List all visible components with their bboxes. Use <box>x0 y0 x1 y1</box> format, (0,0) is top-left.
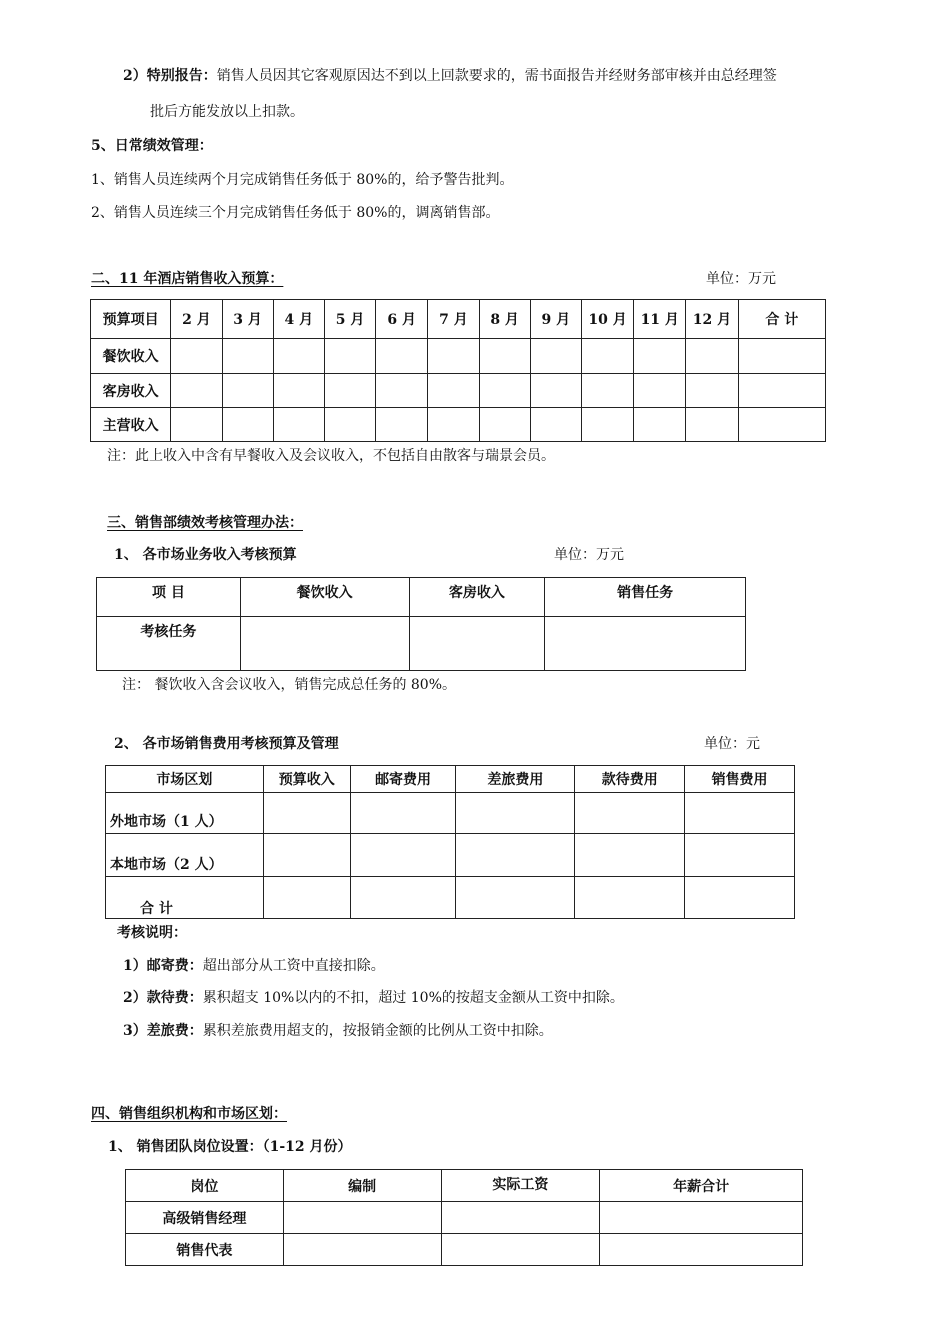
table-row <box>126 1234 803 1266</box>
table-row <box>126 1202 803 1234</box>
table-header-cell: 11 月 <box>634 300 686 339</box>
special-report-label: 2）特别报告： <box>123 68 217 84</box>
row-label: 高级销售经理 <box>126 1202 284 1234</box>
row-label: 考核任务 <box>97 617 241 671</box>
table-header-cell: 合 计 <box>738 300 825 339</box>
note-label: 1）邮寄费： <box>123 958 203 974</box>
table-header-cell: 项 目 <box>97 578 241 617</box>
table-row <box>106 834 795 877</box>
row-label: 主营收入 <box>91 408 171 442</box>
special-report-line2: 批后方能发放以上扣款。 <box>150 104 304 120</box>
section4-sub1-title: 1、 销售团队岗位设置：（1-12 月份） <box>108 1139 352 1155</box>
table-header-cell: 销售任务 <box>545 578 746 617</box>
table-header-cell: 6 月 <box>376 300 428 339</box>
sub2-unit: 单位：元 <box>704 736 760 752</box>
row-label: 外地市场（1 人） <box>106 793 264 834</box>
table-header-cell: 市场区划 <box>106 766 264 793</box>
row-label: 客房收入 <box>91 374 171 408</box>
table-header-cell: 餐饮收入 <box>240 578 409 617</box>
table-header-row <box>126 1170 803 1202</box>
perf-line-2: 2、销售人员连续三个月完成销售任务低于 80%的，调离销售部。 <box>91 205 500 221</box>
sub1-title: 1、 各市场业务收入考核预算 <box>114 547 297 563</box>
table-header-cell: 编制 <box>283 1170 441 1202</box>
table-header-cell: 年薪合计 <box>600 1170 803 1202</box>
table-header-row <box>97 578 746 617</box>
table-header-cell: 3 月 <box>222 300 273 339</box>
table-row <box>91 339 826 374</box>
table-header-row <box>106 766 795 793</box>
assessment-note-3 <box>123 1023 553 1040</box>
table-header-cell: 款待费用 <box>575 766 685 793</box>
table-row <box>91 408 826 442</box>
team-positions-table <box>125 1169 803 1266</box>
note-text: 累积差旅费用超支的，按报销金额的比例从工资中扣除。 <box>202 1023 553 1039</box>
section4-heading: 四、销售组织机构和市场区划： <box>91 1106 287 1122</box>
table-header-cell: 差旅费用 <box>456 766 575 793</box>
table-header-cell: 预算收入 <box>263 766 350 793</box>
table-header-cell: 12 月 <box>686 300 738 339</box>
assessment-notes-heading: 考核说明： <box>117 925 187 941</box>
table-header-cell: 8 月 <box>479 300 530 339</box>
note-label: 3）差旅费： <box>123 1023 203 1039</box>
table-header-cell: 销售费用 <box>685 766 795 793</box>
section2-unit: 单位：万元 <box>706 271 776 287</box>
row-label: 销售代表 <box>126 1234 284 1266</box>
assessment-note-2 <box>123 990 624 1007</box>
table-header-cell: 客房收入 <box>409 578 545 617</box>
table-row <box>106 877 795 919</box>
table-row <box>91 374 826 408</box>
assessment-note-1 <box>123 958 385 975</box>
section3-heading: 三、销售部绩效考核管理办法： <box>107 515 303 531</box>
market-expense-table <box>105 765 795 919</box>
revenue-budget-table <box>90 299 826 442</box>
market-revenue-table <box>96 577 746 671</box>
row-label: 本地市场（2 人） <box>106 834 264 877</box>
table-header-cell: 2 月 <box>171 300 222 339</box>
table-header-cell: 实际工资 <box>441 1170 600 1202</box>
section2-heading: 二、11 年酒店销售收入预算： <box>91 271 284 287</box>
sub2-title: 2、 各市场销售费用考核预算及管理 <box>114 736 339 752</box>
table-header-cell: 7 月 <box>428 300 479 339</box>
table-header-cell: 5 月 <box>324 300 375 339</box>
row-label: 合 计 <box>106 877 264 919</box>
note-text: 超出部分从工资中直接扣除。 <box>202 958 385 974</box>
table-header-cell: 4 月 <box>273 300 324 339</box>
table-header-cell: 岗位 <box>126 1170 284 1202</box>
table-header-cell: 10 月 <box>581 300 633 339</box>
section2-note: 注：此上收入中含有早餐收入及会议收入，不包括自由散客与瑞景会员。 <box>107 448 555 464</box>
sub1-note: 注： 餐饮收入含会议收入，销售完成总任务的 80%。 <box>122 677 457 693</box>
sub1-unit: 单位：万元 <box>554 547 624 563</box>
table-row <box>106 793 795 834</box>
special-report-line1 <box>123 68 777 85</box>
table-row <box>97 617 746 671</box>
table-header-cell: 9 月 <box>530 300 581 339</box>
note-text: 累积超支 10%以内的不扣，超过 10%的按超支金额从工资中扣除。 <box>202 990 624 1006</box>
special-report-text-1: 销售人员因其它客观原因达不到以上回款要求的，需书面报告并经财务部审核并由总经理签 <box>216 68 777 84</box>
perf-line-1: 1、销售人员连续两个月完成销售任务低于 80%的，给予警告批判。 <box>91 172 514 188</box>
table-header-cell: 邮寄费用 <box>350 766 456 793</box>
table-header-row <box>91 300 826 339</box>
note-label: 2）款待费： <box>123 990 203 1006</box>
perf-heading: 5、日常绩效管理： <box>91 138 213 154</box>
row-label: 餐饮收入 <box>91 339 171 374</box>
table-header-cell: 预算项目 <box>91 300 171 339</box>
